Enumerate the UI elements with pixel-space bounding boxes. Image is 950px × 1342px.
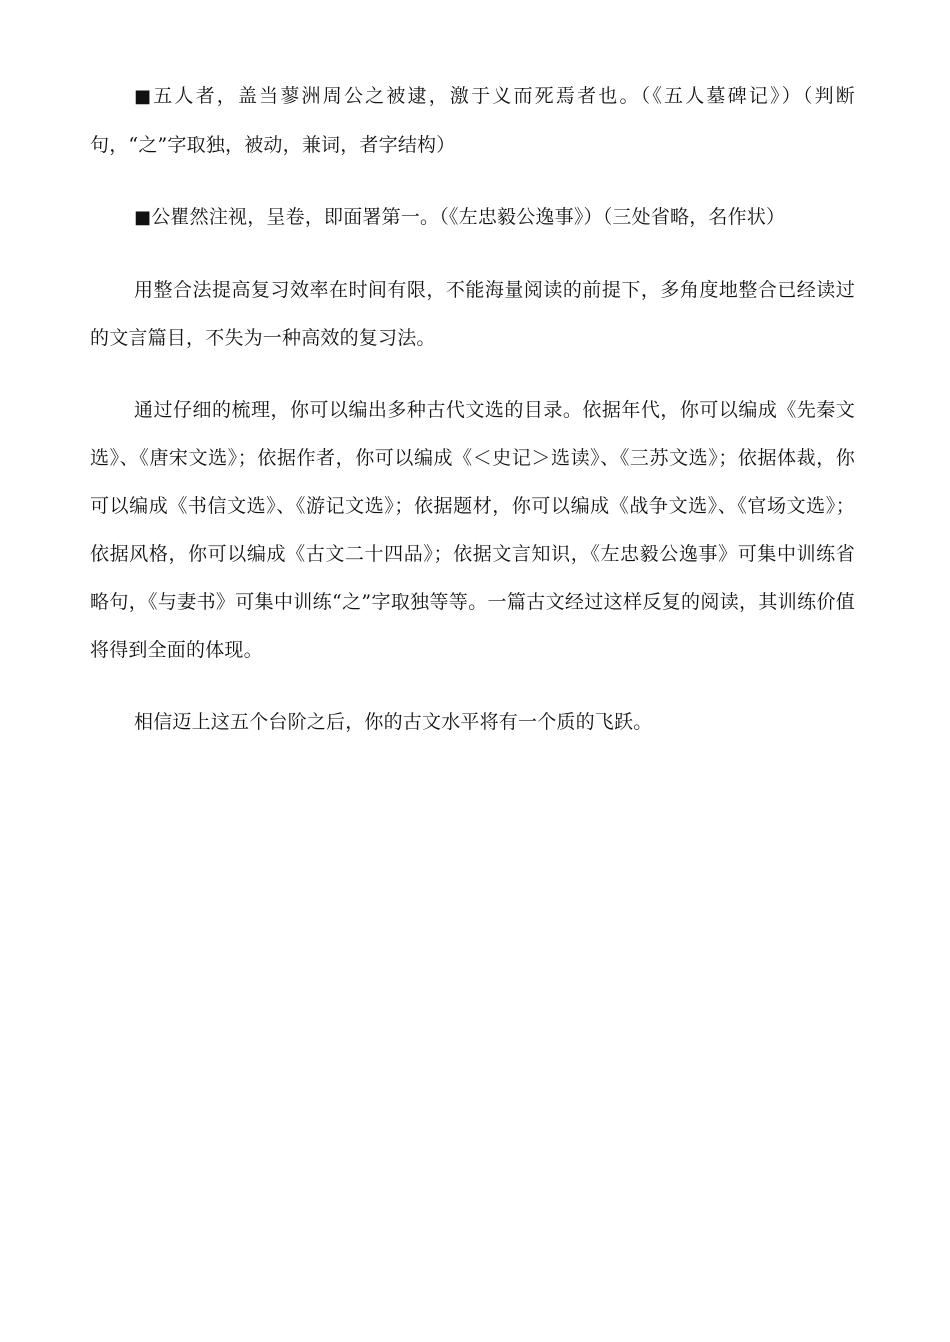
paragraph-text: 公瞿然注视，呈卷，即面署第一。（《左忠毅公逸事》）（三处省略，名作状） [151, 206, 786, 228]
anthology-catalog-paragraph [90, 386, 855, 674]
paragraph-text: 用整合法提高复习效率在时间有限，不能海量阅读的前提下，多角度地整合已经读过的文言篇目，不失为一种高效的复习法。 [90, 279, 855, 349]
example-sentence-1 [90, 72, 855, 169]
paragraph-text: 五人者，盖当蓼洲周公之被逮，激于义而死焉者也。（《五人墓碑记》）（判断句，“之”字取独，被动，兼词，者字结构） [90, 85, 855, 156]
paragraph-text: 相信迈上这五个台阶之后，你的古文水平将有一个质的飞跃。 [134, 711, 653, 733]
square-bullet-icon: ■ [134, 207, 152, 228]
document-page [90, 72, 855, 770]
square-bullet-icon: ■ [134, 86, 154, 107]
paragraph-text: 通过仔细的梳理，你可以编出多种古代文选的目录。依据年代，你可以编成《先秦文选》、《唐宋文选》；依据作者，你可以编成《＜史记＞选读》、《三苏文选》；依据体裁，你可以编成《书信文选》、《游记文选》；依据题材，你可以编成《战争文选》、《官场文选》；依据风格，你可以编成《古文二十四品》；依据文言知识，《左忠毅公逸事》可集中训练省略句，《与妻书》可集中训练“之”字取独等等。一篇古文经过这样反复的阅读，其训练价值将得到全面的体现。 [90, 399, 855, 661]
example-sentence-2 [90, 193, 855, 242]
integration-method-paragraph [90, 266, 855, 362]
conclusion-paragraph [90, 698, 855, 746]
